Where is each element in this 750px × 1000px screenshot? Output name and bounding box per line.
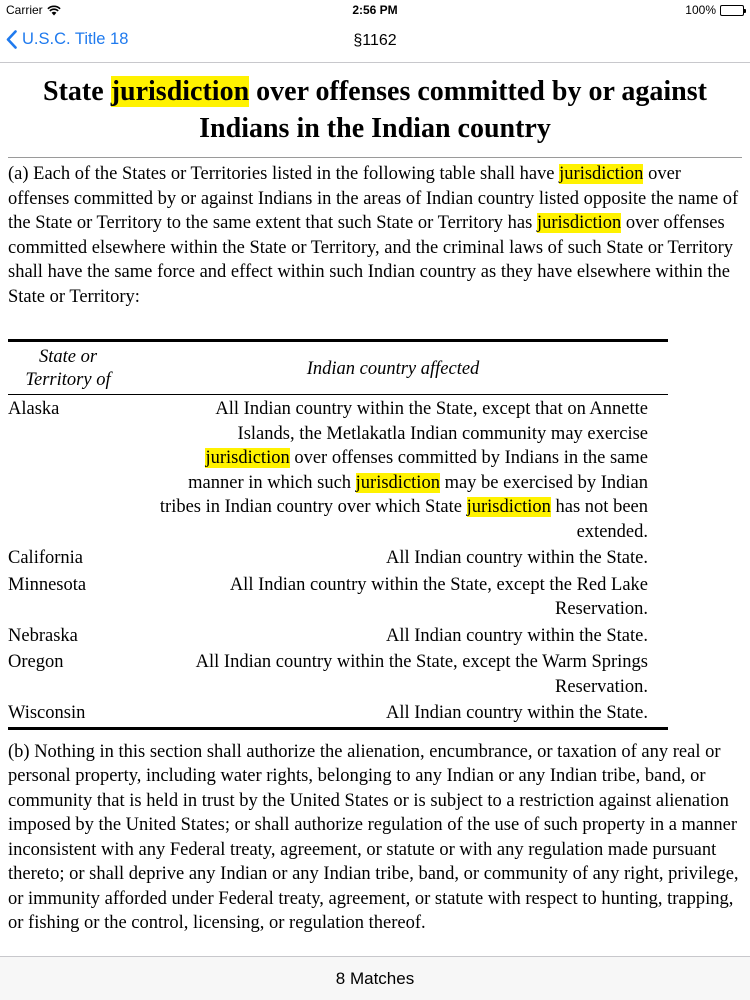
table-row: [8, 648, 668, 699]
search-match-highlight: jurisdiction: [205, 448, 290, 468]
text-run: over offenses committed by or against Indians in the areas of Indian country listed opposite the name of the State or Territory to the same extent that such State or Territory has: [8, 164, 739, 233]
search-match-highlight: jurisdiction: [466, 497, 551, 517]
search-match-highlight: jurisdiction: [559, 164, 644, 184]
table-row: [8, 571, 668, 622]
battery-indicator: [685, 3, 744, 17]
state-name: California: [8, 548, 84, 568]
battery-icon: [720, 5, 744, 16]
column-header-affected: Indian country affected: [306, 358, 480, 379]
matches-count-label: 8 Matches: [335, 969, 415, 988]
search-match-highlight: jurisdiction: [355, 472, 440, 493]
heading-text-start: State: [43, 76, 111, 107]
status-bar: [0, 0, 750, 22]
text-run: over offenses committed by Indians in the same manner in which such: [188, 448, 648, 493]
state-name: Oregon: [8, 652, 64, 672]
text-run: may be exercised by Indian tribes in Indian country over which State: [159, 472, 648, 517]
section-content[interactable]: [0, 63, 750, 956]
back-button-label: U.S.C. Title 18: [22, 30, 129, 48]
text-run: All Indian country within the State.: [385, 625, 648, 646]
affected-area: [158, 701, 668, 726]
page-title: §1162: [353, 32, 397, 49]
state-name: Alaska: [8, 399, 60, 419]
carrier-label: Carrier: [6, 3, 43, 17]
affected-area: [158, 397, 668, 544]
affected-area: [158, 546, 668, 571]
state-name: Nebraska: [8, 625, 78, 646]
text-run: All Indian country within the State.: [385, 703, 648, 723]
table-row: [8, 544, 668, 571]
jurisdiction-table: [8, 339, 668, 730]
table-row: [8, 699, 668, 726]
text-run: over offenses committed elsewhere within the State or Territory, and the criminal laws of such State or Territory shall have the same force and effect within such Indian country as they have elsewhere within the State or Territory:: [8, 213, 734, 307]
table-bottom-rule: [8, 727, 668, 730]
text-run: All Indian country within the State, except the Warm Springs Reservation.: [195, 652, 648, 697]
affected-area: [158, 573, 668, 622]
text-run: has not been extended.: [550, 497, 648, 542]
table-row: [8, 622, 668, 649]
text-run: (a) Each of the States or Territories listed in the following table shall have: [8, 164, 560, 184]
text-run: All Indian country within the State.: [385, 548, 648, 568]
column-header-state: State or Territory of: [25, 347, 111, 390]
heading-divider: [8, 157, 742, 158]
text-run: All Indian country within the State, except that on Annette Islands, the Metlakatla Indian community may exercise: [215, 399, 648, 444]
affected-area: [158, 624, 668, 649]
search-match-highlight: jurisdiction: [110, 76, 250, 107]
heading-text-end: over offenses committed by or against Indians in the Indian country: [199, 76, 707, 144]
table-header: [8, 342, 668, 395]
subsection-b: (b) Nothing in this section shall authorize the alienation, encumbrance, or taxation of any real or personal property, including water rights, belonging to any Indian or any Indian tribe, band, or community that is held in trust by the United States or is subject to a restriction against alienation imposed by the United States; or shall authorize regulation of the use of such property in a manner inconsistent with any Federal treaty, agreement, or statute or with any regulation made pursuant thereto; or shall deprive any Indian or any Indian tribe, band, or community of any right, privilege, or immunity afforded under Federal treaty, agreement, or statute with respect to hunting, trapping, or fishing or the control, licensing, or regulation thereof.: [8, 741, 739, 933]
state-name: Minnesota: [8, 574, 87, 595]
text-run: All Indian country within the State, except the Red Lake Reservation.: [229, 574, 648, 619]
subsection-a: [0, 162, 750, 309]
status-time: 2:56 PM: [352, 3, 398, 17]
battery-percent: 100%: [685, 3, 716, 17]
affected-area: [158, 650, 668, 699]
table-row: [8, 395, 668, 544]
search-match-highlight: jurisdiction: [536, 213, 622, 233]
state-name: Wisconsin: [8, 703, 86, 723]
section-heading: [0, 63, 750, 147]
search-matches-bar[interactable]: [0, 956, 750, 1000]
table-body: [8, 395, 668, 726]
navigation-bar: [0, 22, 750, 63]
